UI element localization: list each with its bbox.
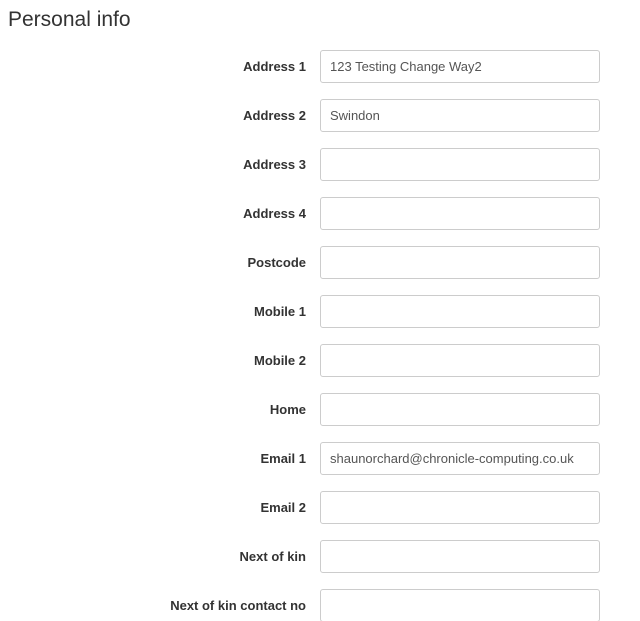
- page-title: Personal info: [8, 8, 131, 31]
- home-input[interactable]: [320, 393, 600, 426]
- email-1-input[interactable]: [320, 442, 600, 475]
- field-label-next-of-kin: Next of kin: [239, 549, 306, 564]
- field-label-address-4: Address 4: [243, 206, 306, 221]
- field-label-email-2: Email 2: [260, 500, 306, 515]
- form-row: [0, 189, 640, 238]
- form-row: [0, 532, 640, 581]
- field-label-address-2: Address 2: [243, 108, 306, 123]
- form-row: [0, 336, 640, 385]
- field-label-address-1: Address 1: [243, 59, 306, 74]
- field-label-address-3: Address 3: [243, 157, 306, 172]
- email-2-input[interactable]: [320, 491, 600, 524]
- field-wrapper-postcode: [320, 246, 600, 279]
- field-label-postcode: Postcode: [247, 255, 306, 270]
- form-row: [0, 483, 640, 532]
- address-3-input[interactable]: [320, 148, 600, 181]
- form-row: [0, 581, 640, 621]
- next-of-kin-contact-no-input[interactable]: [320, 589, 600, 621]
- postcode-input[interactable]: [320, 246, 600, 279]
- field-label-mobile-2: Mobile 2: [253, 353, 306, 368]
- address-4-input[interactable]: [320, 197, 600, 230]
- field-wrapper-next-of-kin-contact-no: [320, 589, 600, 621]
- form-row: [0, 385, 640, 434]
- field-label-mobile-1: Mobile 1: [253, 304, 306, 319]
- mobile-2-input[interactable]: [320, 344, 600, 377]
- address-2-input[interactable]: [320, 99, 600, 132]
- form-row: [0, 434, 640, 483]
- field-wrapper-next-of-kin: [320, 540, 600, 573]
- next-of-kin-input[interactable]: [320, 540, 600, 573]
- form-row: [0, 91, 640, 140]
- field-wrapper-address-2: [320, 99, 600, 132]
- field-wrapper-address-3: [320, 148, 600, 181]
- field-wrapper-address-1: [320, 50, 600, 83]
- form-row: [0, 42, 640, 91]
- field-wrapper-mobile-1: [320, 295, 600, 328]
- field-wrapper-email-2: [320, 491, 600, 524]
- mobile-1-input[interactable]: [320, 295, 600, 328]
- address-1-input[interactable]: [320, 50, 600, 83]
- form-row: [0, 238, 640, 287]
- field-wrapper-address-4: [320, 197, 600, 230]
- personal-info-form: [0, 42, 640, 621]
- form-row: [0, 140, 640, 189]
- field-label-next-of-kin-contact-no: Next of kin contact no: [170, 598, 306, 613]
- form-row: [0, 287, 640, 336]
- field-wrapper-home: [320, 393, 600, 426]
- field-wrapper-mobile-2: [320, 344, 600, 377]
- field-label-home: Home: [269, 402, 306, 417]
- field-label-email-1: Email 1: [260, 451, 306, 466]
- field-wrapper-email-1: [320, 442, 600, 475]
